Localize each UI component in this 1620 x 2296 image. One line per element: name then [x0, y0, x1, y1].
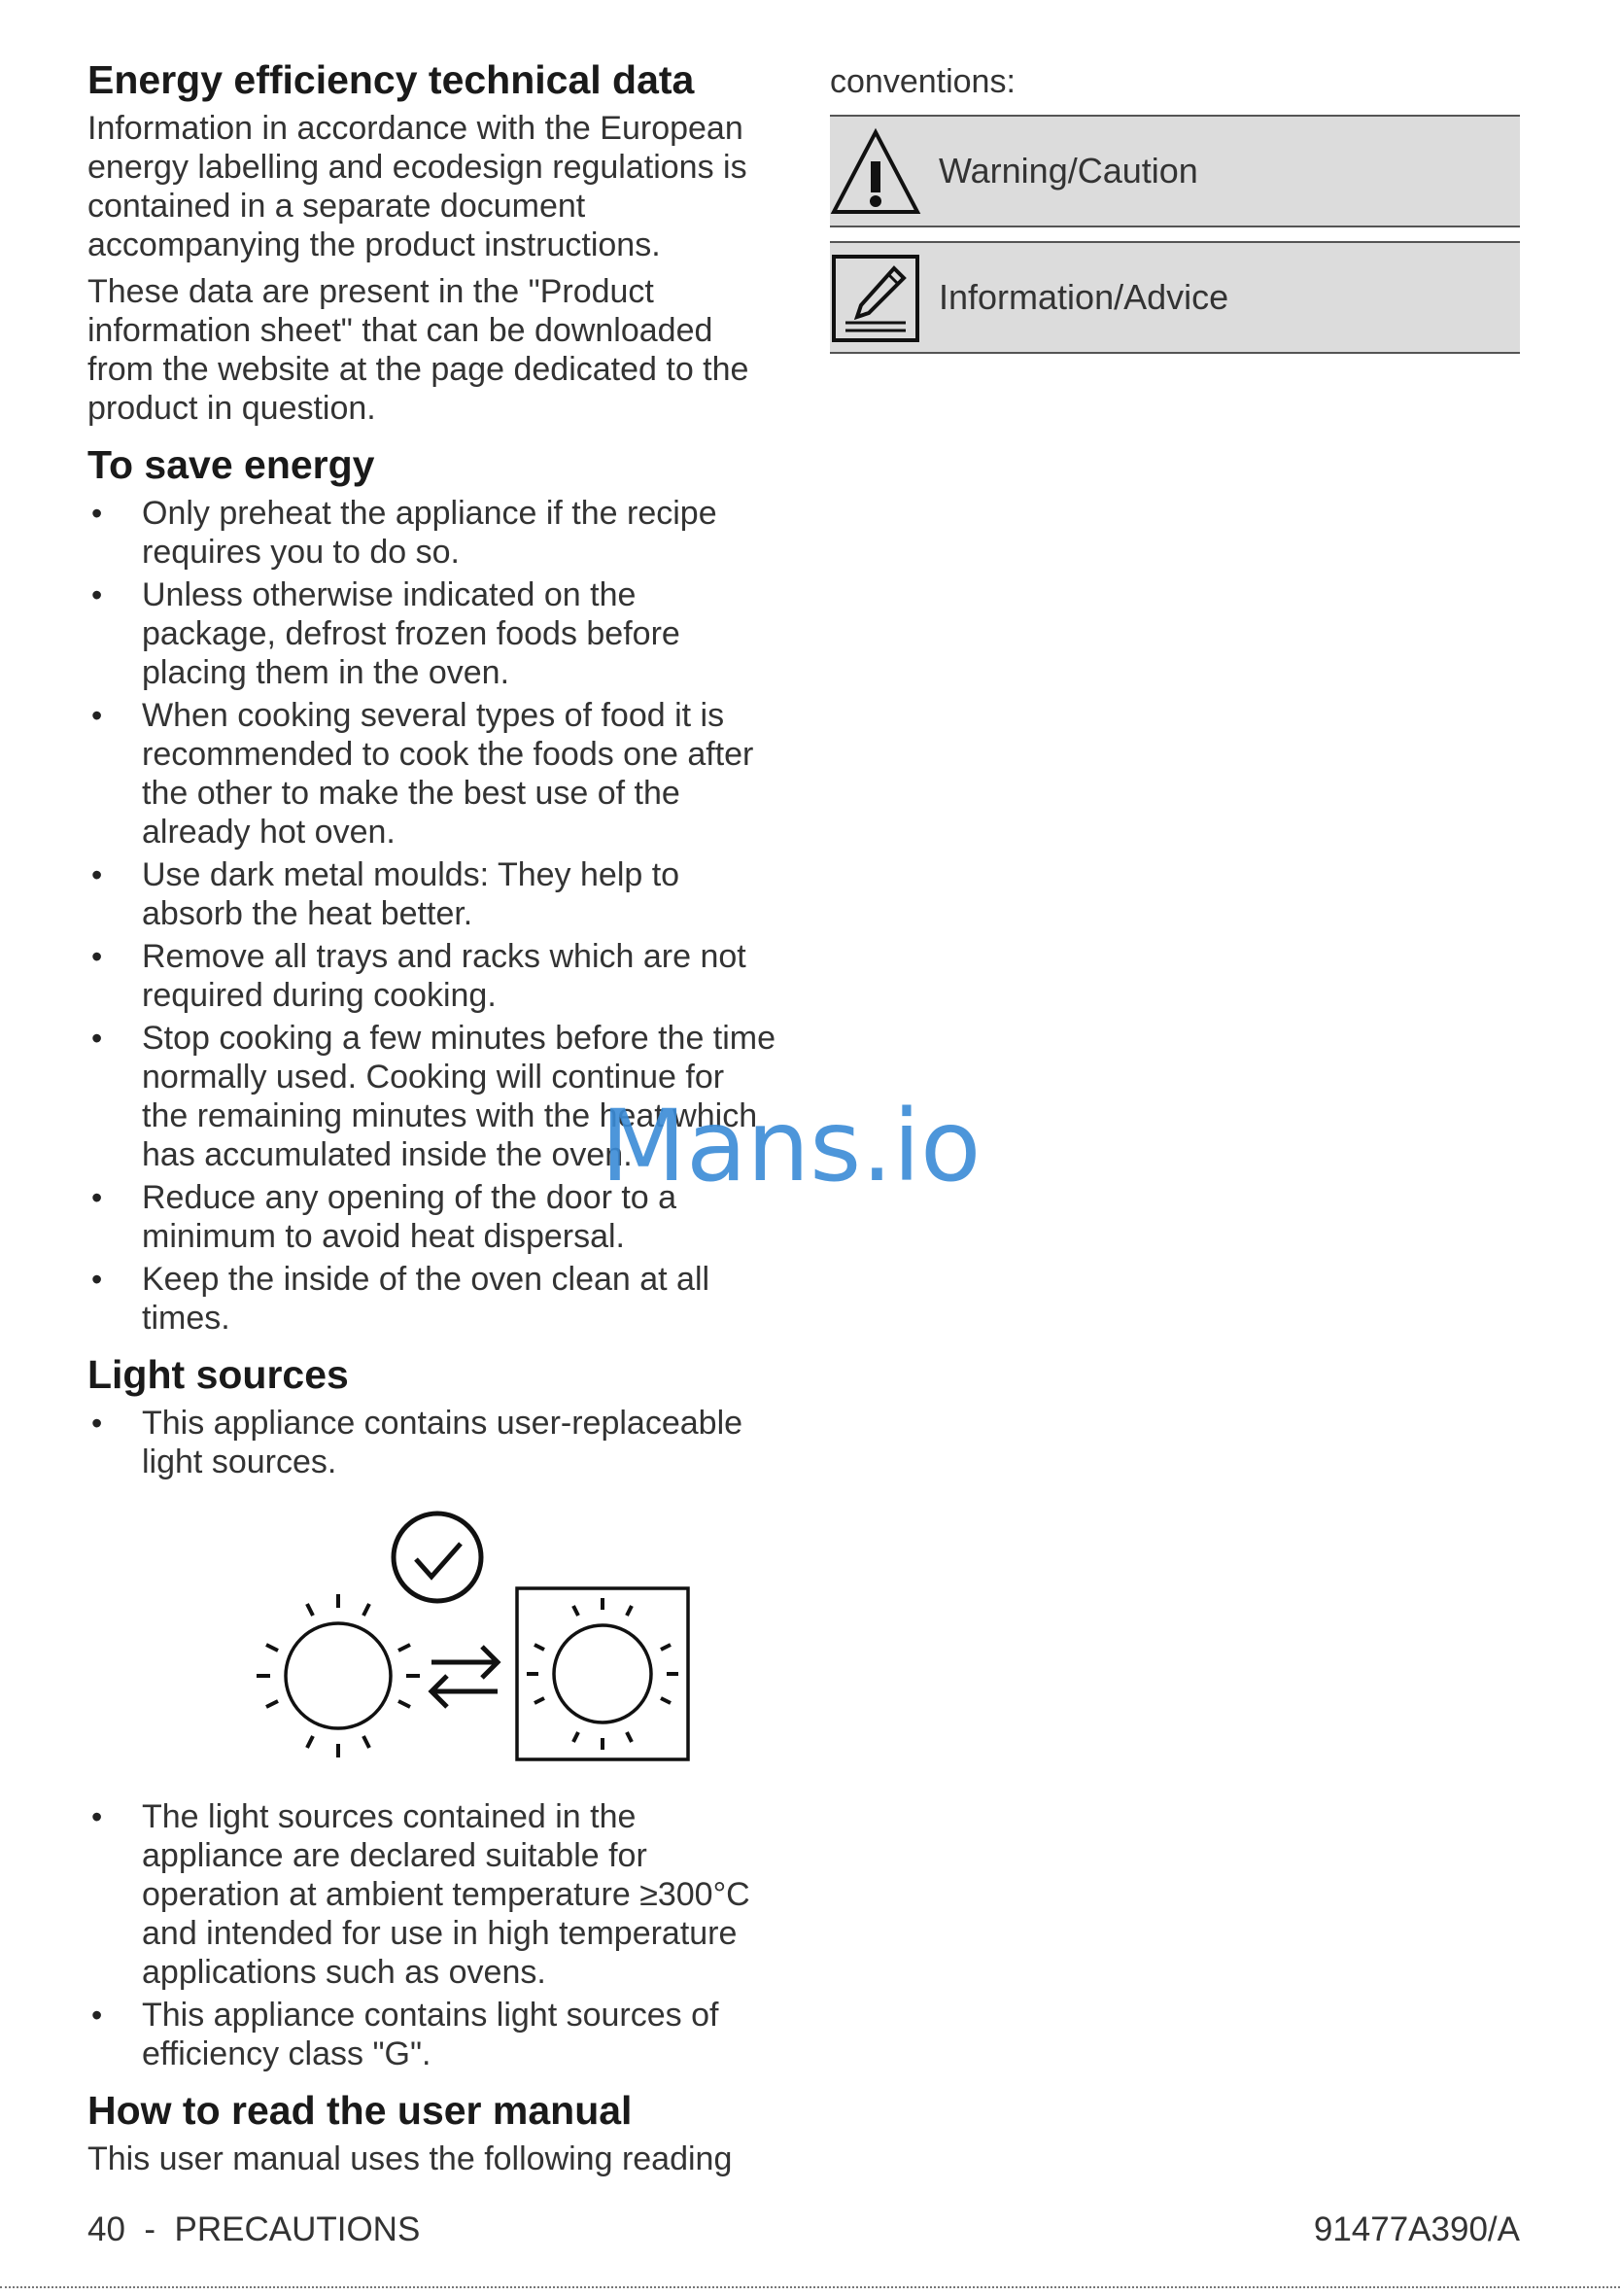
energy-paragraph-2: These data are present in the "Product information sheet" that can be downloaded from the website at the page dedicated to the product in question. [87, 273, 749, 427]
manual-section [87, 2087, 777, 2178]
light-bulb-icon [257, 1594, 420, 1757]
manual-title: How to read the user manual [87, 2088, 633, 2133]
warning-icon [830, 122, 921, 220]
light-sources-section [87, 1351, 777, 2073]
list-item: • Unless otherwise indicated on the package, defrost frozen foods before placing them in the oven. [87, 575, 777, 692]
watermark: Mans.io [601, 1089, 982, 1204]
save-energy-list [87, 494, 777, 1338]
replaceable-light-illustration [185, 1511, 690, 1773]
energy-paragraph-1: Information in accordance with the European energy labelling and ecodesign regulations is contained in a separate document accompanying the product instructions. [87, 110, 747, 263]
energy-title: Energy efficiency technical data [87, 57, 695, 102]
warning-label: Warning/Caution [939, 151, 1198, 191]
warning-convention-box [830, 115, 1520, 227]
left-column [87, 56, 777, 2192]
page-bottom-divider [0, 2286, 1620, 2288]
right-column [830, 62, 1520, 367]
light-sources-title: Light sources [87, 1352, 349, 1397]
list-item: • Stop cooking a few minutes before the time normally used. Cooking will continue for the remaining minutes with the heat which has accumulated inside the oven. [87, 1019, 777, 1174]
boxed-light-bulb-icon [517, 1588, 688, 1759]
check-circle-icon [394, 1513, 481, 1601]
list-item: • Reduce any opening of the door to a minimum to avoid heat dispersal. [87, 1178, 777, 1256]
save-energy-title: To save energy [87, 442, 375, 487]
manual-paragraph: This user manual uses the following reading [87, 2140, 733, 2177]
list-item: • Remove all trays and racks which are not required during cooking. [87, 937, 777, 1015]
list-item: • Keep the inside of the oven clean at all times. [87, 1260, 777, 1338]
list-item: • The light sources contained in the appliance are declared suitable for operation at ambient temperature ≥300°C and intended for use in high temperature applications such as ovens. [87, 1797, 777, 1992]
info-convention-box [830, 241, 1520, 354]
light-sources-list-top [87, 1404, 777, 1481]
energy-section [87, 56, 777, 428]
conventions-intro: conventions: [830, 63, 1016, 100]
save-energy-section [87, 441, 777, 1338]
footer-page-label: 40 - PRECAUTIONS [87, 2210, 421, 2248]
list-item: • This appliance contains light sources of efficiency class "G". [87, 1996, 777, 2073]
list-item: • Only preheat the appliance if the recipe requires you to do so. [87, 494, 777, 572]
footer-doc-code: 91477A390/A [1313, 2210, 1520, 2248]
list-item: • Use dark metal moulds: They help to absorb the heat better. [87, 855, 777, 933]
list-item: • When cooking several types of food it is recommended to cook the foods one after the other to make the best use of the already hot oven. [87, 696, 777, 852]
pencil-note-icon [830, 249, 921, 346]
light-sources-list-bottom [87, 1797, 777, 2073]
swap-arrows-icon [431, 1647, 498, 1707]
info-label: Information/Advice [939, 277, 1229, 317]
list-item: • This appliance contains user-replaceable light sources. [87, 1404, 777, 1481]
page-footer [87, 2210, 1520, 2249]
